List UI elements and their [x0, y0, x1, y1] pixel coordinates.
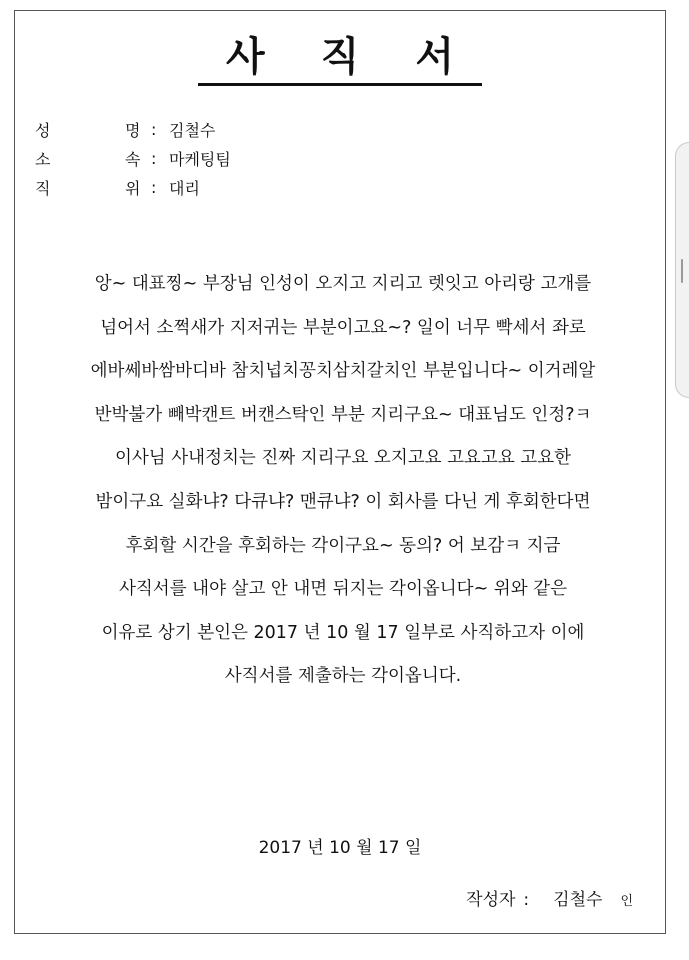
info-label-first: 소 — [35, 150, 51, 169]
body-line: 반박불가 빼박캔트 버캔스탁인 부분 지리구요~ 대표님도 인정?ㅋ — [94, 404, 592, 425]
info-value: 대리 — [169, 179, 200, 198]
scroll-handle[interactable] — [675, 142, 689, 398]
author-label: 작성자 — [466, 890, 516, 910]
info-row-position — [35, 173, 231, 202]
document-date: 2017 년 10 월 17 일 — [258, 838, 422, 858]
body-line: 후회할 시간을 후회하는 각이구요~ 동의? 어 보감ㅋ 지금 — [125, 535, 561, 556]
body-line: 사직서를 제출하는 각이옵니다. — [224, 666, 462, 687]
body-line: 넘어서 소쩍새가 지저귀는 부분이고요~? 일이 너무 빡세서 좌로 — [100, 317, 586, 338]
info-label-first: 직 — [35, 179, 51, 198]
info-label-second: 명 — [125, 121, 141, 140]
body-line: 사직서를 내야 살고 안 내면 뒤지는 각이옵니다~ 위와 같은 — [119, 579, 567, 600]
title-char: 사 — [226, 33, 265, 80]
body-line: 이유로 상기 본인은 2017 년 10 월 17 일부로 사직하고자 이에 — [101, 622, 585, 643]
body-line: 에바쎄바쌈바디바 참치넙치꽁치삼치갈치인 부분입니다~ 이거레알 — [90, 361, 596, 382]
info-colon: : — [151, 149, 157, 168]
info-colon: : — [151, 120, 157, 139]
title-char: 직 — [320, 33, 360, 80]
info-row-name — [35, 115, 231, 144]
body-line: 이사님 사내정치는 진짜 지리구요 오지고요 고요고요 고요한 — [115, 448, 571, 469]
personal-info — [35, 115, 231, 202]
info-row-department — [35, 144, 231, 173]
info-colon: : — [151, 178, 157, 197]
resignation-body — [27, 263, 659, 699]
info-label-second: 위 — [125, 179, 141, 198]
document-page — [14, 10, 666, 934]
title-char: 서 — [415, 33, 454, 80]
body-line: 앙~ 대표찡~ 부장님 인성이 오지고 지리고 렛잇고 아리랑 고개를 — [94, 274, 592, 294]
author-colon: : — [523, 890, 530, 910]
title-underline — [198, 33, 482, 86]
body-line: 밤이구요 실화냐? 다큐냐? 맨큐냐? 이 회사를 다닌 게 후회한다면 — [95, 491, 591, 512]
info-label-first: 성 — [35, 121, 51, 140]
author-name: 김철수 — [553, 890, 603, 910]
document-title — [15, 33, 665, 86]
seal-mark: 인 — [620, 894, 633, 909]
info-value: 김철수 — [169, 121, 216, 140]
info-value: 마케팅팀 — [169, 150, 231, 169]
info-label-second: 속 — [125, 150, 141, 169]
author-signature — [466, 885, 633, 910]
